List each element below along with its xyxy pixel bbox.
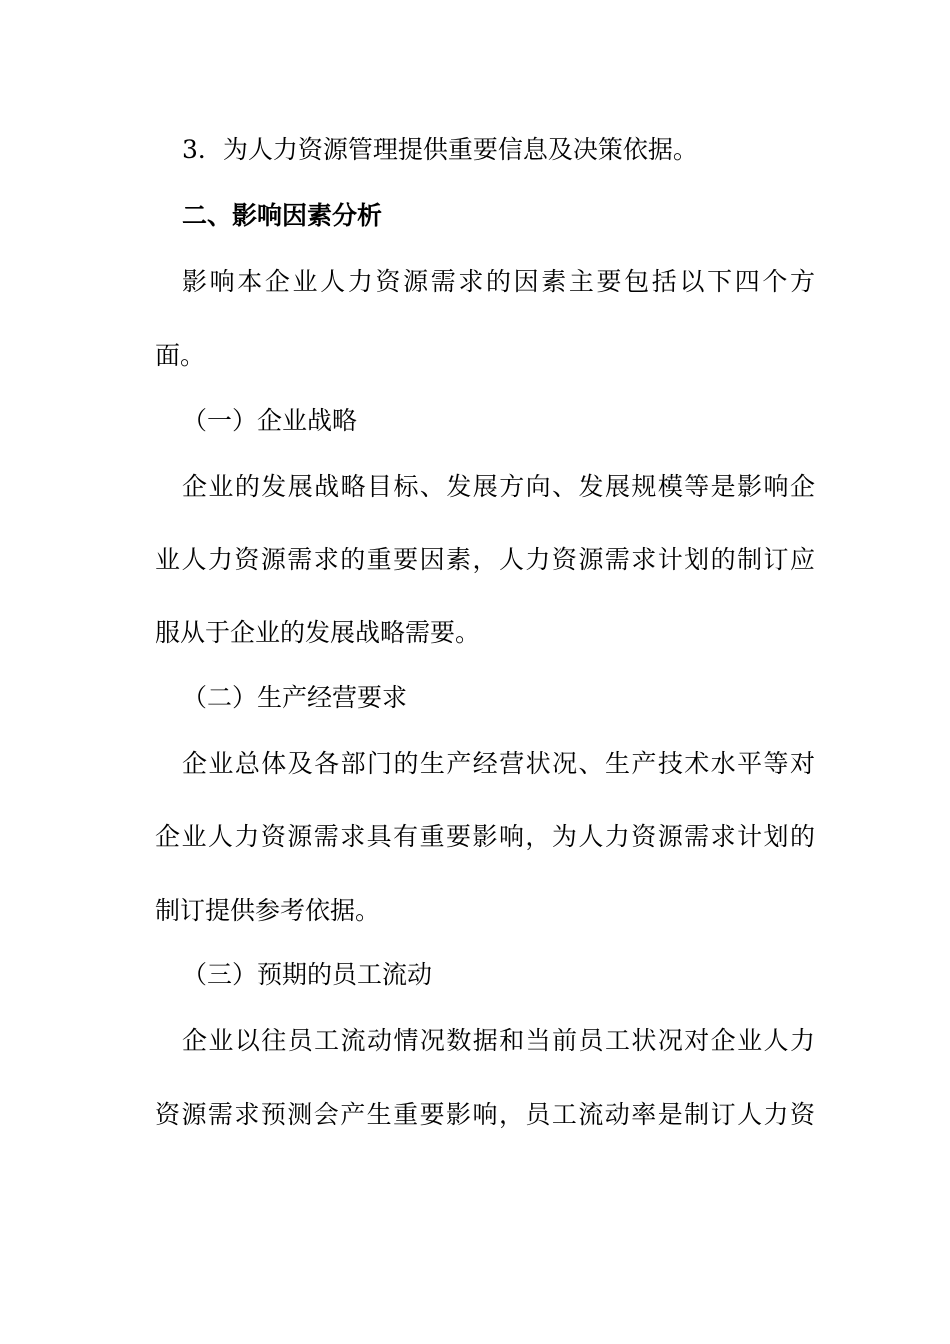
paragraph-intro-line-2: 面。 [155, 341, 206, 370]
paragraph-strategy-line-3: 服从于企业的发展战略需要。 [155, 618, 481, 647]
paragraph-production-line-3: 制订提供参考依据。 [155, 896, 381, 925]
paragraph-intro-line-1: 影响本企业人力资源需求的因素主要包括以下四个方 [182, 267, 815, 296]
list-item-3: 3．为人力资源管理提供重要信息及决策依据。 [182, 135, 698, 164]
paragraph-turnover-line-2: 资源需求预测会产生重要影响，员工流动率是制订人力资 [155, 1100, 815, 1129]
subheading-production-requirements: （二）生产经营要求 [182, 683, 408, 712]
section-heading-influencing-factors: 二、影响因素分析 [182, 201, 383, 230]
paragraph-production-line-1: 企业总体及各部门的生产经营状况、生产技术水平等对 [182, 749, 815, 778]
subheading-enterprise-strategy: （一）企业战略 [182, 406, 358, 435]
paragraph-strategy-line-2: 业人力资源需求的重要因素，人力资源需求计划的制订应 [155, 545, 815, 574]
subheading-employee-turnover: （三）预期的员工流动 [182, 960, 433, 989]
paragraph-production-line-2: 企业人力资源需求具有重要影响，为人力资源需求计划的 [155, 822, 815, 851]
paragraph-turnover-line-1: 企业以往员工流动情况数据和当前员工状况对企业人力 [182, 1026, 815, 1055]
paragraph-strategy-line-1: 企业的发展战略目标、发展方向、发展规模等是影响企 [182, 472, 815, 501]
